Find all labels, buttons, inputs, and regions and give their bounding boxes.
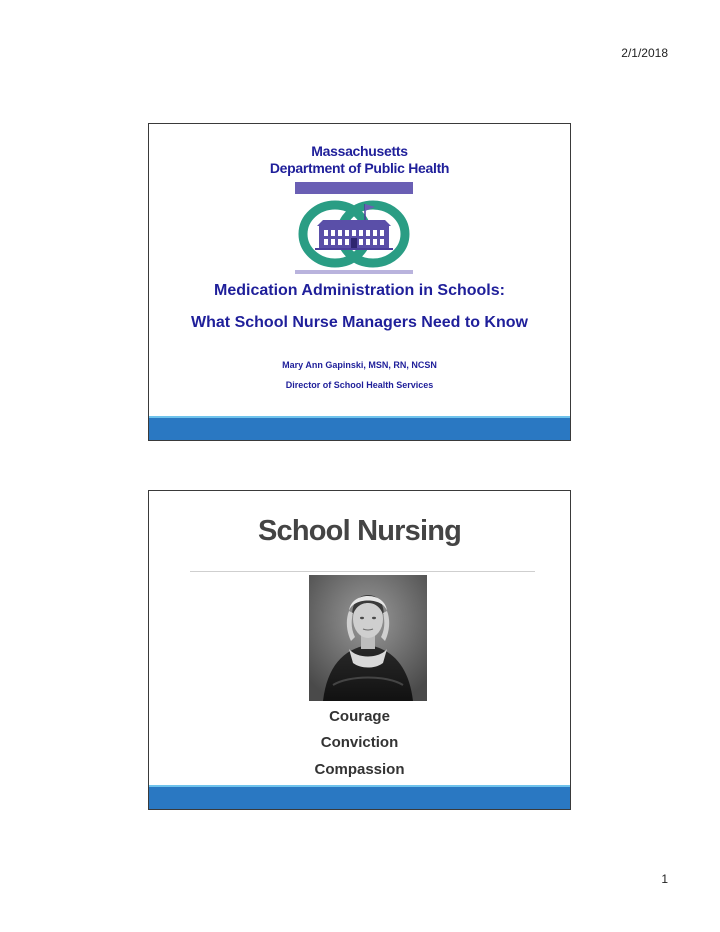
org-name-line1: Massachusetts: [311, 143, 408, 159]
slide-school-nursing: [148, 490, 571, 810]
slide-title: School Nursing: [257, 515, 462, 547]
presenter-role: Director of School Health Services: [285, 380, 434, 390]
presenter-name: Mary Ann Gapinski, MSN, RN, NCSN: [282, 360, 437, 370]
value-courage: Courage: [329, 708, 390, 725]
page-number: 1: [661, 872, 668, 886]
org-name-line2: Department of Public Health: [269, 160, 450, 176]
presentation-title-line1: Medication Administration in Schools:: [214, 282, 505, 299]
presentation-title-line2: What School Nurse Managers Need to Know: [191, 314, 528, 331]
slide-title: [148, 123, 571, 441]
slide-footer-bar: [149, 416, 570, 440]
title-divider: [190, 571, 535, 572]
value-conviction: Conviction: [320, 734, 399, 751]
value-compassion: Compassion: [314, 761, 405, 778]
school-building-logo-icon: [295, 182, 413, 274]
page-date: 2/1/2018: [621, 46, 668, 60]
nurse-portrait-icon: [309, 575, 427, 701]
slide-footer-bar: [149, 785, 570, 809]
